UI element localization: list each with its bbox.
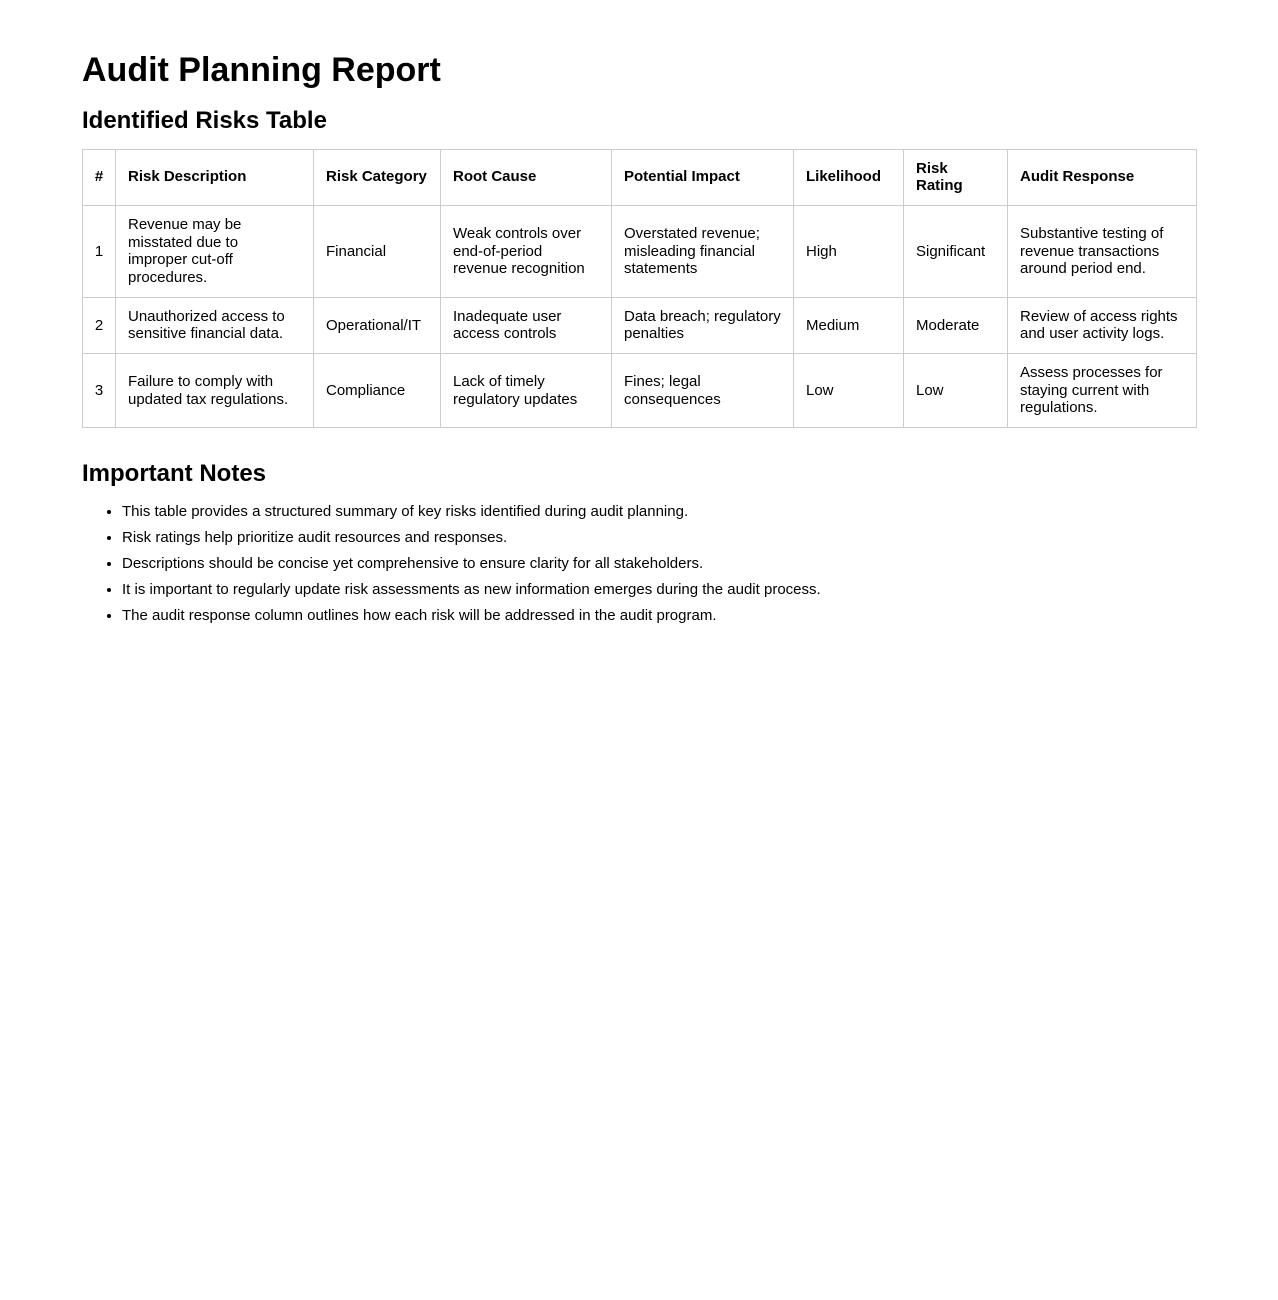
cell-potential-impact: Data breach; regulatory penalties [612,297,794,353]
column-header-potential-impact: Potential Impact [612,149,794,205]
note-item: • Descriptions should be concise yet comprehensive to ensure clarity for all stakeholders. [122,555,1196,573]
cell-likelihood: Medium [794,297,904,353]
cell-num: 2 [83,297,116,353]
cell-risk-category: Financial [314,205,441,297]
risks-table-head [83,149,1197,205]
table-row [83,205,1197,297]
risks-section-heading: Identified Risks Table [82,106,327,134]
column-header-root-cause: Root Cause [441,149,612,205]
cell-num: 3 [83,354,116,428]
header-row [83,149,1197,205]
cell-audit-response: Assess processes for staying current with regulations. [1008,354,1197,428]
column-header-risk-category: Risk Category [314,149,441,205]
cell-risk-rating: Moderate [904,297,1008,353]
cell-risk-category: Operational/IT [314,297,441,353]
column-header-likelihood: Likelihood [794,149,904,205]
cell-risk-description: Failure to comply with updated tax regulations. [116,354,314,428]
notes-section-heading: Important Notes [82,460,267,488]
column-header-audit-response: Audit Response [1008,149,1197,205]
table-row [83,354,1197,428]
cell-root-cause: Inadequate user access controls [441,297,612,353]
column-header-risk-description: Risk Description [116,149,314,205]
notes-list [82,503,1196,625]
column-header-risk-rating: Risk Rating [904,149,1008,205]
cell-audit-response: Substantive testing of revenue transactions around period end. [1008,205,1197,297]
table-row [83,297,1197,353]
cell-risk-description: Revenue may be misstated due to improper cut-off procedures. [116,205,314,297]
column-header-num: # [83,149,116,205]
note-item: • This table provides a structured summary of key risks identified during audit planning. [122,503,1196,521]
cell-num: 1 [83,205,116,297]
cell-risk-rating: Significant [904,205,1008,297]
cell-potential-impact: Fines; legal consequences [612,354,794,428]
cell-risk-rating: Low [904,354,1008,428]
cell-risk-description: Unauthorized access to sensitive financial data. [116,297,314,353]
cell-risk-category: Compliance [314,354,441,428]
cell-root-cause: Lack of timely regulatory updates [441,354,612,428]
cell-likelihood: High [794,205,904,297]
cell-root-cause: Weak controls over end-of-period revenue recognition [441,205,612,297]
note-item: • Risk ratings help prioritize audit resources and responses. [122,529,1196,547]
cell-likelihood: Low [794,354,904,428]
note-item: • The audit response column outlines how each risk will be addressed in the audit program. [122,607,1196,625]
page-title: Audit Planning Report [82,51,441,89]
cell-audit-response: Review of access rights and user activity logs. [1008,297,1197,353]
cell-potential-impact: Overstated revenue; misleading financial statements [612,205,794,297]
risks-table-body [83,205,1197,427]
risks-table [82,149,1197,429]
note-item: • It is important to regularly update risk assessments as new information emerges during the audit process. [122,581,1196,599]
